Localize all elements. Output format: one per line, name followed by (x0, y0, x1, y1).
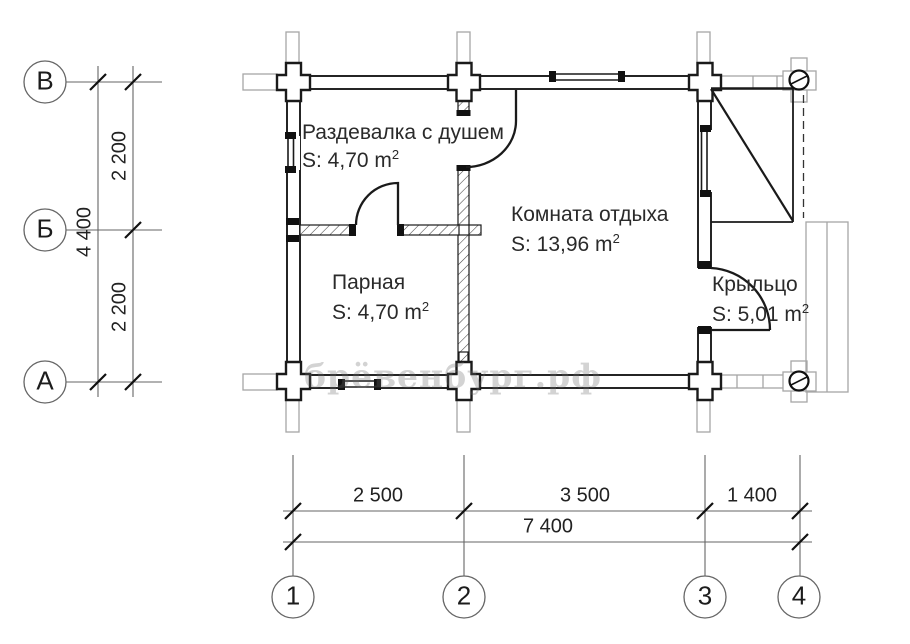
porch-column-log-crosses (783, 58, 816, 402)
partition-h-stub (469, 225, 481, 235)
wall-right (698, 76, 711, 388)
dim-vertical-upper: 2 200 (108, 130, 131, 182)
dim-horizontal-3: 1 400 (726, 484, 778, 507)
axis-row-a: А (36, 365, 54, 396)
window-top-wall (549, 71, 625, 87)
room-area-changing: S: 4,70 $m^2$ (302, 147, 400, 172)
room-label-changing: Раздевалка с душем (302, 121, 504, 144)
porch-canopy (711, 89, 793, 223)
axis-circles-bottom (272, 576, 820, 618)
axis-col-1: 1 (285, 580, 301, 611)
dim-vertical-lower: 2 200 (108, 281, 131, 333)
axis-row-v: В (36, 65, 54, 96)
dim-vertical-total: 4 400 (73, 206, 96, 258)
window-right-wall (700, 125, 712, 197)
room-label-porch: Крыльцо (712, 273, 798, 296)
room-label-steam: Парная (332, 271, 406, 294)
axis-col-2: 2 (456, 580, 472, 611)
wall-top (287, 76, 711, 89)
watermark: брёвенбург.рф (304, 356, 602, 396)
axis-col-3: 3 (697, 580, 713, 611)
partition-v-mid (458, 170, 469, 225)
dim-horizontal-1: 2 500 (352, 484, 404, 507)
room-area-porch: S: 5,01 $m^2$ (712, 301, 810, 326)
room-area-rest: S: 13,96 $m^2$ (511, 231, 620, 256)
window-left-wall (285, 132, 300, 173)
porch-diagonal (711, 89, 793, 221)
partition-v-lower (458, 235, 469, 362)
axis-col-4: 4 (791, 580, 807, 611)
partition-h-left (300, 225, 355, 235)
wall-left (287, 76, 300, 388)
porch-roof-edge (711, 76, 791, 89)
porch-floor-edge (711, 375, 789, 388)
porch-steps (806, 222, 848, 392)
room-label-rest: Комната отдыха (511, 203, 669, 226)
door-opening-porch (697, 261, 712, 334)
room-area-steam: S: 4,70 $m^2$ (332, 299, 430, 324)
dim-horizontal-2: 3 500 (559, 484, 611, 507)
partition-h-right (398, 225, 459, 235)
door-steam-room (356, 183, 398, 225)
axis-row-b: Б (36, 213, 54, 244)
dim-horizontal-total: 7 400 (522, 515, 574, 538)
